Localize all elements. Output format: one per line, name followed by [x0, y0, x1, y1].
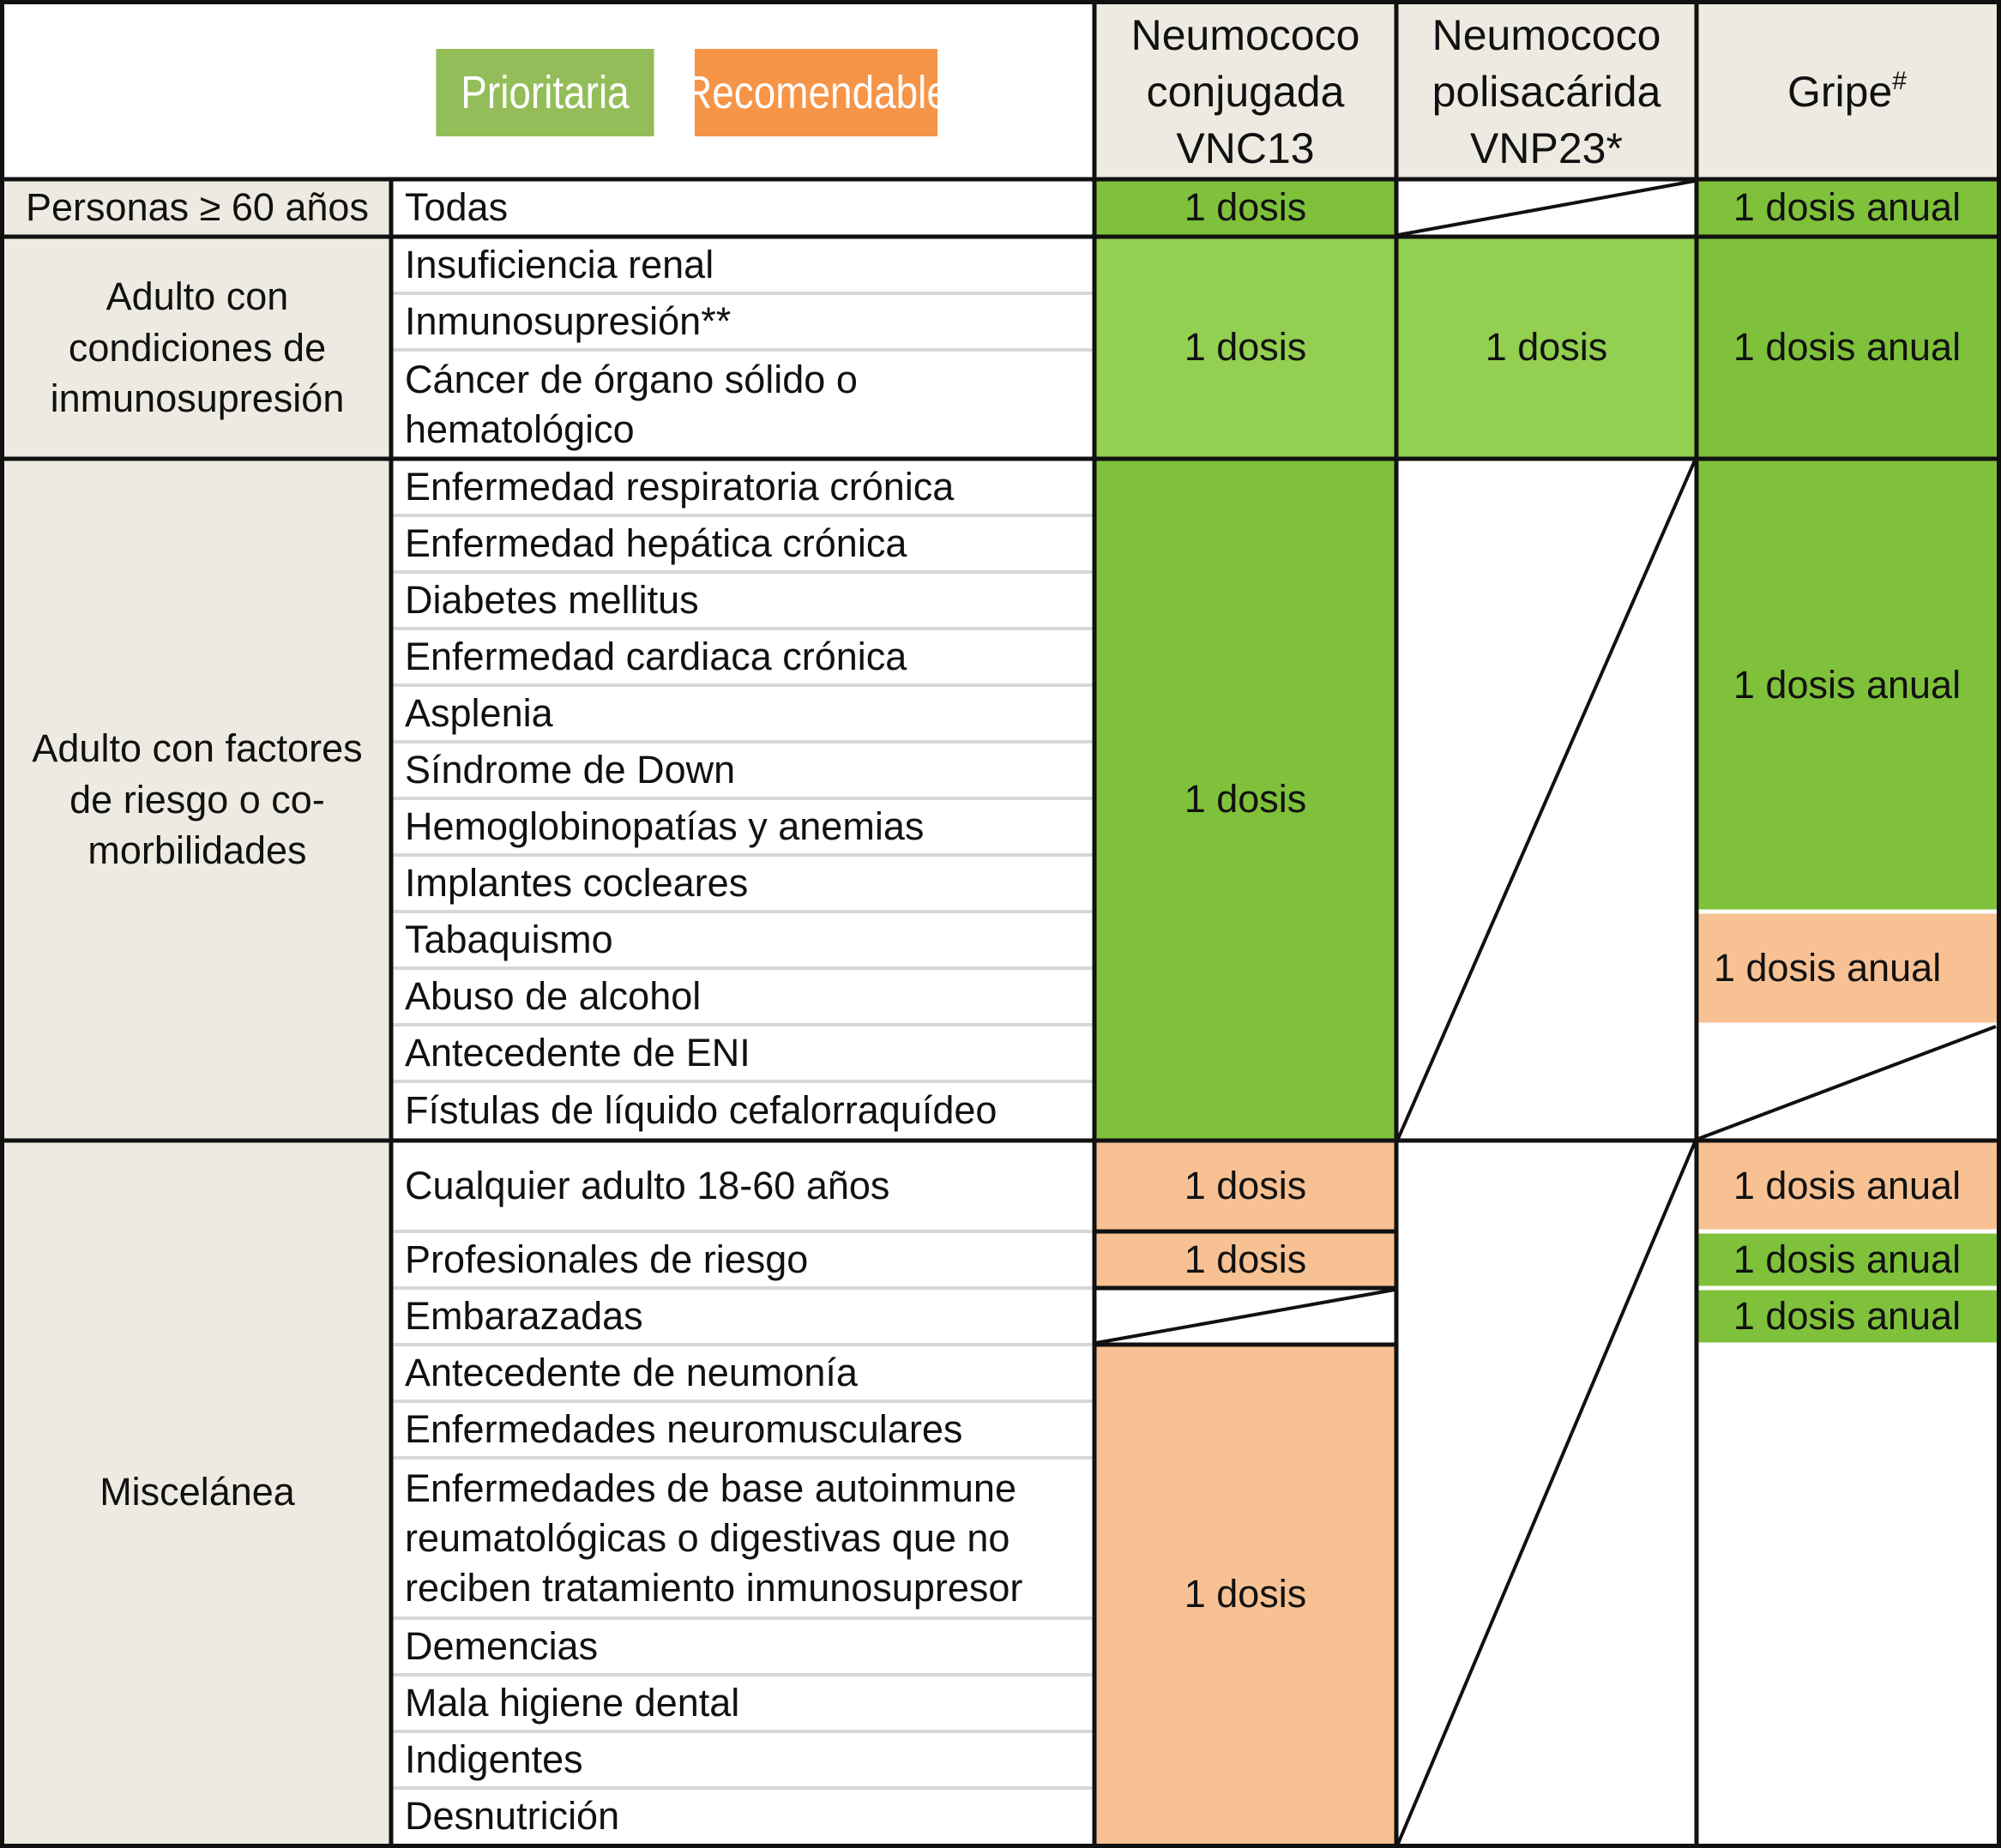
flu-risk-priority: 1 dosis anual: [1697, 459, 1998, 912]
condition: Enfermedades de base autoinmune reumatológicas o digestivas que no reciben tratamiento inmunosupresor: [405, 1466, 1023, 1610]
condition: Desnutrición: [405, 1793, 620, 1838]
condition: Embarazadas: [405, 1293, 643, 1338]
group-label-60: Personas ≥ 60 años: [3, 179, 391, 237]
flu-risk-recommended: 1 dosis anual: [1697, 912, 1998, 1025]
vnc13-immuno: 1 dosis: [1094, 237, 1396, 459]
group-label-risk: Adulto con factores de riesgo o co- morbilidades: [3, 459, 391, 1141]
vnc13-60: 1 dosis: [1094, 179, 1396, 237]
condition: Demencias: [405, 1623, 599, 1668]
flu-professionals: 1 dosis anual: [1697, 1231, 1998, 1288]
condition: Implantes cocleares: [405, 860, 749, 905]
legend-recommended: Recomendable: [695, 49, 937, 136]
header-flu: Gripe#: [1697, 3, 1998, 179]
condition: Cualquier adulto 18-60 años: [405, 1163, 890, 1207]
condition: Asplenia: [405, 690, 553, 735]
condition: Hemoglobinopatías y anemias: [405, 804, 925, 848]
condition: Antecedente de neumonía: [405, 1350, 858, 1394]
condition: Diabetes mellitus: [405, 577, 699, 622]
condition: Inmunosupresión**: [405, 298, 732, 343]
condition: Fístulas de líquido cefalorraquídeo: [405, 1088, 997, 1133]
condition: Profesionales de riesgo: [405, 1237, 809, 1281]
header-vnc13: Neumococo conjugada VNC13: [1094, 3, 1396, 179]
group-label-misc: Miscelánea: [3, 1141, 391, 1845]
vnp23-immuno: 1 dosis: [1396, 237, 1697, 459]
condition: Cáncer de órgano sólido o hematológico: [405, 357, 858, 451]
condition: Enfermedad cardiaca crónica: [405, 634, 907, 678]
vnc13-risk: 1 dosis: [1094, 459, 1396, 1141]
condition: Insuficiencia renal: [405, 242, 714, 286]
condition: Mala higiene dental: [405, 1680, 740, 1725]
flu-60: 1 dosis anual: [1697, 179, 1998, 237]
flu-adult-18-60: 1 dosis anual: [1697, 1141, 1998, 1231]
vnc13-misc-rest: 1 dosis: [1094, 1345, 1396, 1845]
condition: Enfermedad respiratoria crónica: [405, 464, 955, 509]
flu-pregnant: 1 dosis anual: [1697, 1288, 1998, 1345]
vnc13-professionals: 1 dosis: [1094, 1231, 1396, 1288]
condition: Síndrome de Down: [405, 747, 736, 792]
condition: Tabaquismo: [405, 917, 613, 961]
group-label-immuno: Adulto con condiciones de inmunosupresión: [3, 237, 391, 459]
legend-priority: Prioritaria: [436, 49, 654, 136]
condition: Enfermedades neuromusculares: [405, 1406, 963, 1451]
condition: Enfermedad hepática crónica: [405, 521, 907, 565]
condition: Indigentes: [405, 1737, 583, 1781]
condition: Abuso de alcohol: [405, 973, 702, 1018]
flu-immuno: 1 dosis anual: [1697, 237, 1998, 459]
header-vnp23: Neumococo polisacárida VNP23*: [1396, 3, 1697, 179]
condition-todas: Todas: [405, 185, 509, 230]
condition: Antecedente de ENI: [405, 1030, 750, 1074]
vnc13-adult-18-60: 1 dosis: [1094, 1141, 1396, 1231]
